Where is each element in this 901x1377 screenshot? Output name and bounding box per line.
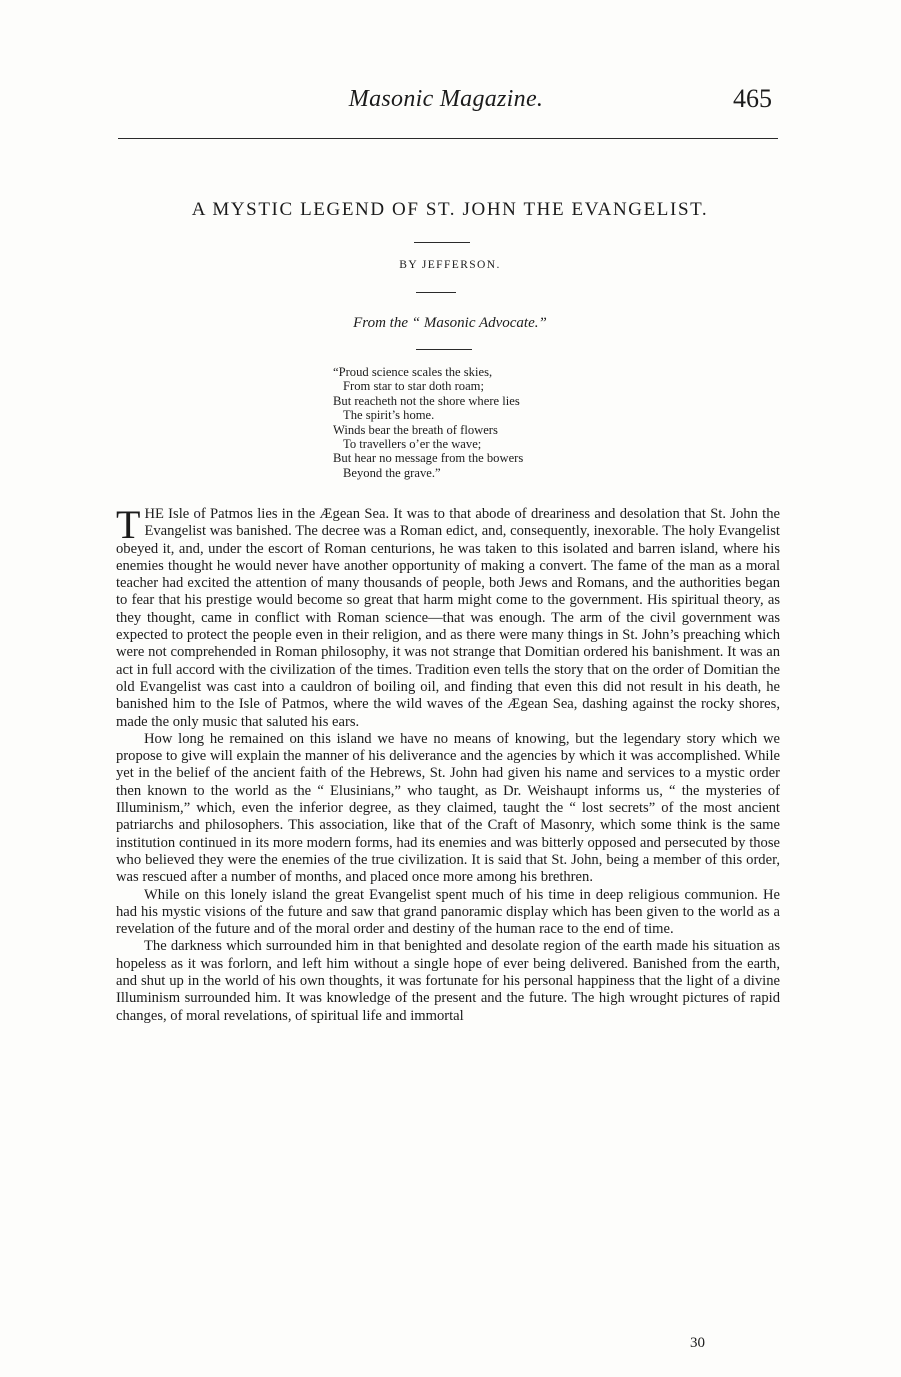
body-paragraph: While on this lonely island the great Evangelist spent much of his time in deep religious communion. He had his mystic visions of the future and saw that grand panoramic display which has been given to the world as a revelation of the future and of the moral order and destiny of the human race to the end of time. <box>116 886 780 938</box>
page-number: 465 <box>733 84 772 113</box>
article-title: A MYSTIC LEGEND OF ST. JOHN THE EVANGELIST. <box>191 199 709 220</box>
signature-mark: 30 <box>690 1335 705 1351</box>
poem-line: To travellers o’er the wave; <box>343 437 482 452</box>
poem-line: From star to star doth roam; <box>343 379 484 394</box>
header-rule <box>118 138 778 139</box>
body-paragraph: The darkness which surrounded him in that benighted and desolate region of the earth made his situation as hopeless as it was forlorn, and left him without a single hope of ever being delivered. Banished from the earth, and shut up in the world of his own thoughts, it was fortunate for his personal happiness that the light of a divine Illuminism surrounded him. It was knowledge of the present and the future. The high wrought pictures of rapid changes, of moral revelations, of spiritual life and immortal <box>116 938 780 1024</box>
byline: BY JEFFERSON. <box>399 259 501 271</box>
source-line: From the “ Masonic Advocate.” <box>353 315 547 331</box>
poem-line: But reacheth not the shore where lies <box>333 393 520 408</box>
body-paragraph: How long he remained on this island we have no means of knowing, but the legendary story which we propose to give will explain the manner of his deliverance and the agencies by which it was accomplished. While yet in the belief of the ancient faith of the Hebrews, St. John had given his name and services to a mystic order then known to the world as the “ Elusinians,” who taught, as Dr. Weishaupt informs us, “ the mysteries of Illuminism,” which, even the inferior degree, as they claimed, taught the “ lost secrets” of the most ancient patriarchs and philosophers. This association, like that of the Craft of Masonry, which some think is the same institution continued in its more modern forms, had its enemies and was bitterly opposed and persecuted by those who believed they were the enemies of the true civilization. It is said that St. John, being a member of this order, was rescued after a number of months, and placed once more among his brethren. <box>116 730 780 886</box>
byline-rule <box>416 292 456 293</box>
body-paragraph <box>116 502 780 731</box>
article-body <box>116 502 780 1025</box>
poem-line: Beyond the grave.” <box>343 465 441 480</box>
poem-line: But hear no message from the bowers <box>333 451 524 466</box>
drop-cap: T <box>116 502 141 547</box>
poem-line: “Proud science scales the skies, <box>333 365 493 379</box>
epigraph-poem <box>331 365 651 480</box>
running-title: Masonic Magazine. <box>348 86 544 112</box>
poem-line: Winds bear the breath of flowers <box>333 422 498 437</box>
title-rule <box>414 242 470 243</box>
running-head <box>110 84 782 118</box>
paragraph-text: HE Isle of Patmos lies in the Ægean Sea. It was to that abode of dreariness and desolation that St. John the Evangelist was banished. The decree was a Roman edict, and, consequently, inexorable. The holy Evangelist obeyed it, and, under the escort of Roman centurions, he was taken to this isolated and barren island, where his enemies thought he would never have another opportunity of making a convert. The fame of the man as a moral teacher had excited the attention of many thousands of people, both Jews and Romans, and the authorities began to fear that his prestige would become so great that harm might come to the government. His spiritual theory, as they thought, came in conflict with Roman science—that was enough. The arm of the civil government was expected to protect the people even in their religion, and as there were many things in St. John’s preaching which were not comprehended in Roman philosophy, it was not strange that Domitian ordered his banishment. It was an act in full accord with the civilization of the times. Tradition even tells the story that on the order of Domitian the old Evangelist was cast into a cauldron of boiling oil, and finding that even this did not result in his death, he banished him to the Isle of Patmos, where the wild waves of the Ægean Sea, dashing against the rocky shores, made the only music that saluted his ears. <box>116 506 780 730</box>
source-rule <box>416 349 472 350</box>
poem-line: The spirit’s home. <box>343 408 435 423</box>
